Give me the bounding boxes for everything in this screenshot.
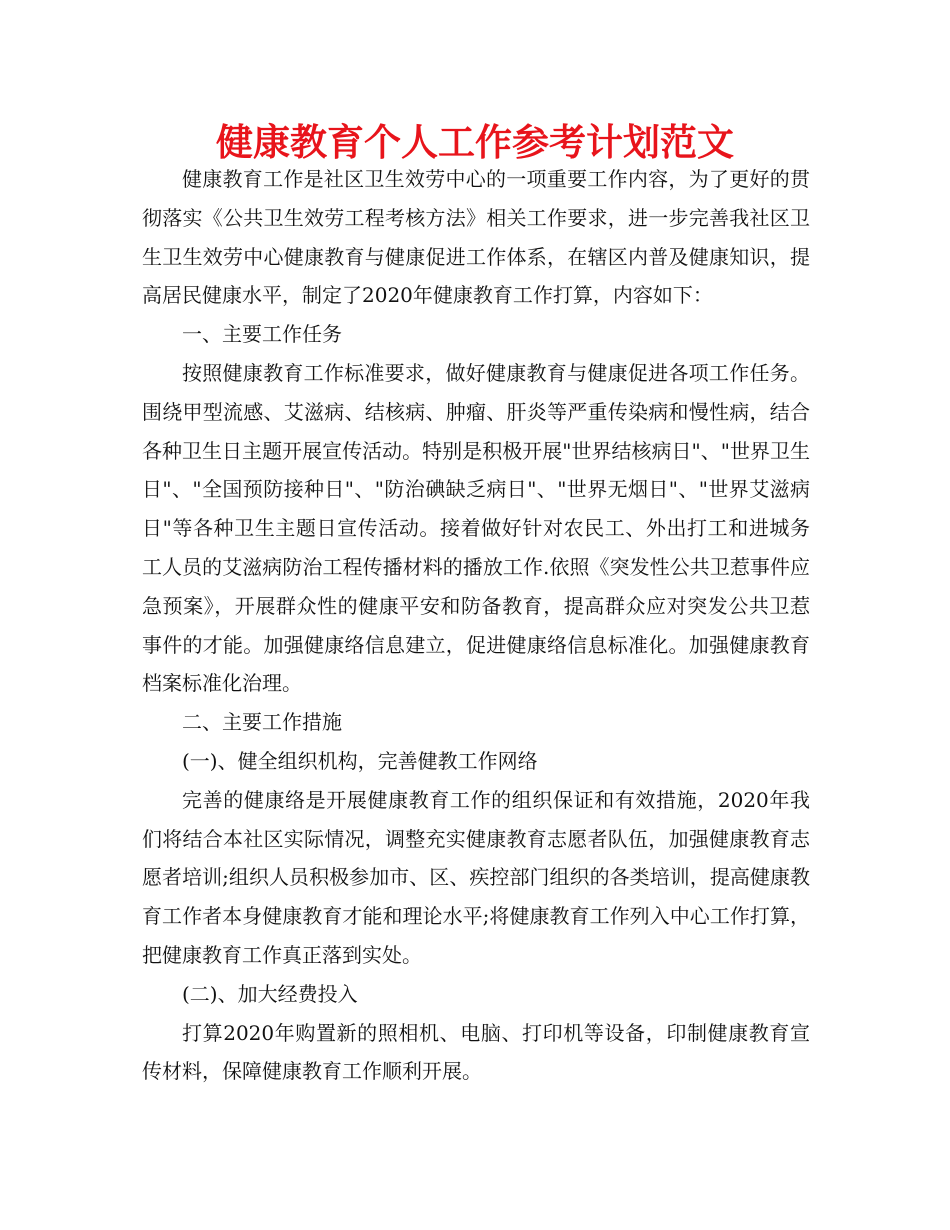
subheading-organization: (一)、健全组织机构，完善健教工作网络: [182, 748, 538, 773]
paragraph-organization: 完善的健康络是开展健康教育工作的组织保证和有效措施，2020年我们将结合本社区实际情况，调整充实健康教育志愿者队伍，加强健康教育志愿者培训;组织人员积极参加市、区、疾控部门组织的各类培训，提高健康教育工作者本身健康教育才能和理论水平;将健康教育工作列入中心工作打算，把健康教育工作真正落到实处。: [142, 787, 810, 967]
document-body: [142, 160, 810, 1091]
document-title: 健康教育个人工作参考计划范文: [216, 121, 734, 164]
heading-main-tasks: 一、主要工作任务: [182, 322, 342, 347]
paragraph-funding: 打算2020年购置新的照相机、电脑、打印机等设备，印制健康教育宣传材料，保障健康教育工作顺利开展。: [142, 1020, 810, 1084]
paragraph-main-tasks: 按照健康教育工作标准要求，做好健康教育与健康促进各项工作任务。围绕甲型流感、艾滋病、结核病、肿瘤、肝炎等严重传染病和慢性病，结合各种卫生日主题开展宣传活动。特别是积极开展"世界结核病日"、"世界卫生日"、"全国预防接种日"、"防治碘缺乏病日"、"世界无烟日"、"世界艾滋病日"等各种卫生主题日宣传活动。接着做好针对农民工、外出打工和进城务工人员的艾滋病防治工程传播材料的播放工作.依照《突发性公共卫惹事件应急预案》，开展群众性的健康平安和防备教育，提高群众应对突发公共卫惹事件的才能。加强健康络信息建立，促进健康络信息标准化。加强健康教育档案标准化治理。: [142, 360, 810, 696]
paragraph-intro: 健康教育工作是社区卫生效劳中心的一项重要工作内容，为了更好的贯彻落实《公共卫生效劳工程考核方法》相关工作要求，进一步完善我社区卫生卫生效劳中心健康教育与健康促进工作体系，在辖区内普及健康知识，提高居民健康水平，制定了2020年健康教育工作打算，内容如下：: [142, 167, 810, 308]
heading-main-measures: 二、主要工作措施: [182, 710, 342, 735]
subheading-funding: (二)、加大经费投入: [182, 981, 358, 1006]
